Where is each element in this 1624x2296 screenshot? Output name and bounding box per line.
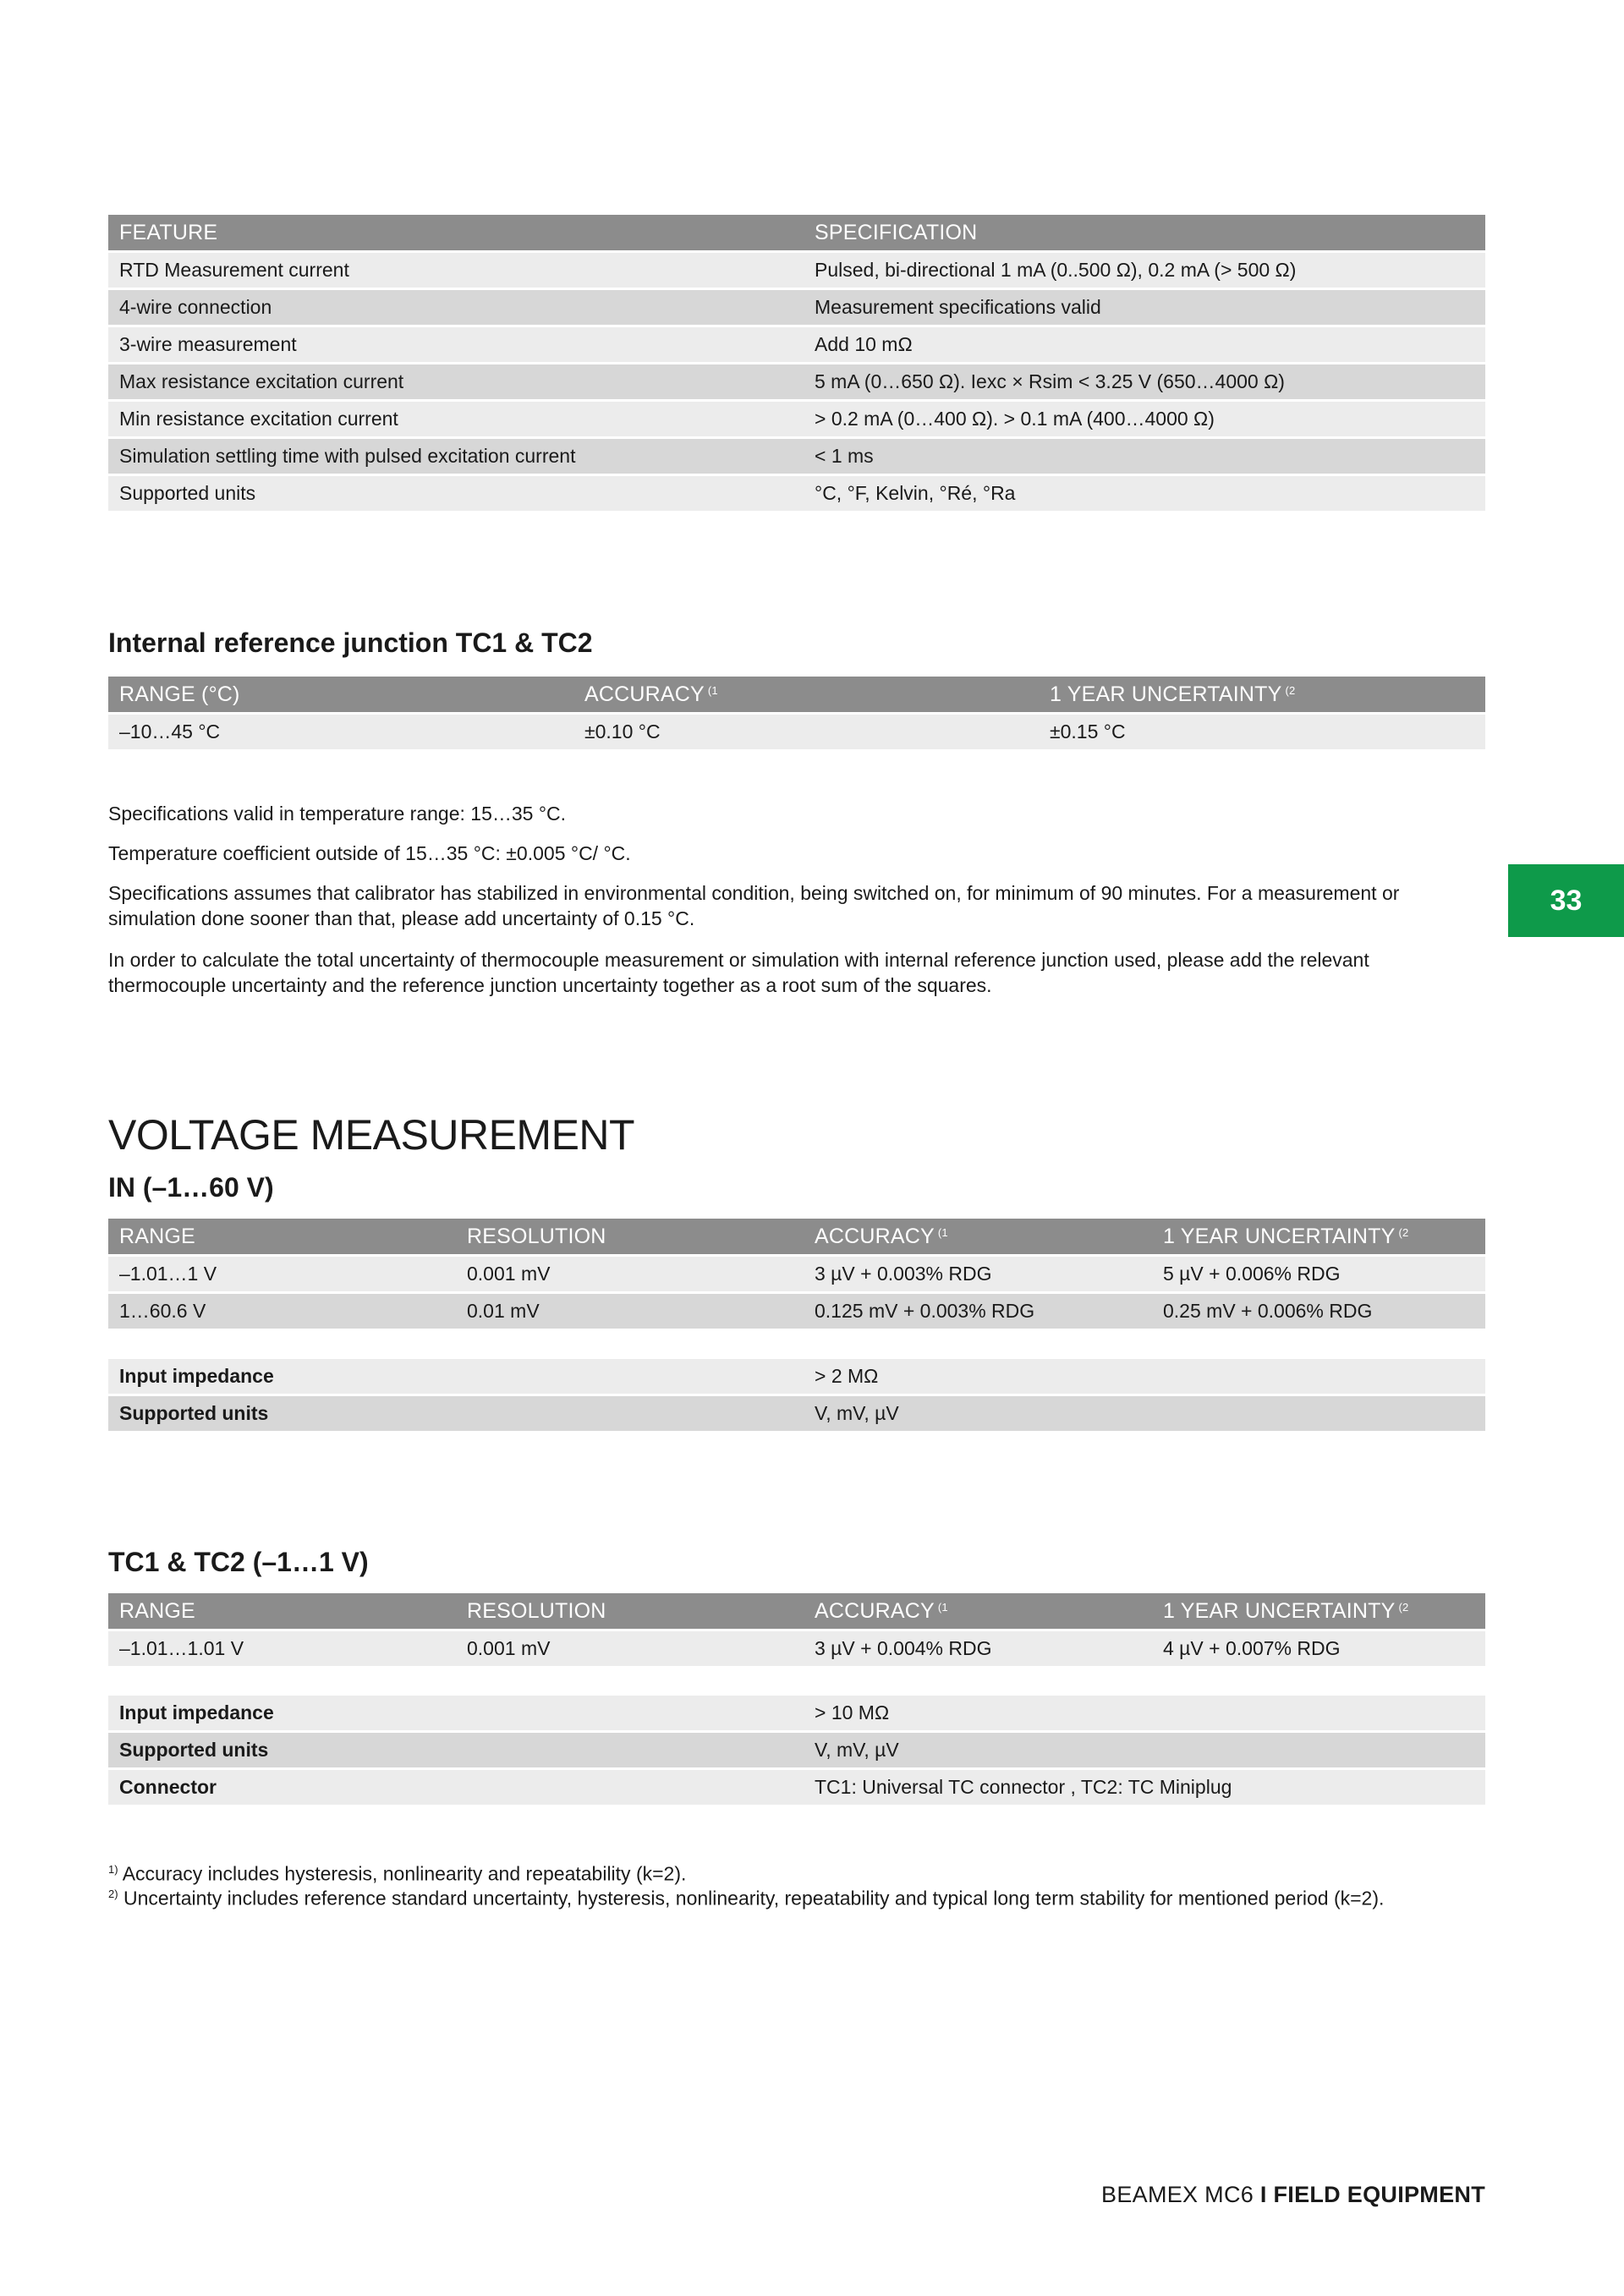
table-cell: 0.01 mV [456,1294,804,1331]
property-value: V, mV, µV [804,1396,1485,1433]
table-cell: ±0.15 °C [1039,715,1485,752]
table-cell: Simulation settling time with pulsed excitation current [108,439,804,476]
table-row [108,327,1485,364]
property-label: Input impedance [108,1359,804,1396]
voltage-tc-props-table [108,1696,1485,1807]
table-cell: 0.001 mV [456,1257,804,1294]
table-cell: –10…45 °C [108,715,573,752]
column-header-feature: FEATURE [108,215,804,253]
table-cell: Max resistance excitation current [108,364,804,402]
table-cell: 1…60.6 V [108,1294,456,1331]
table-cell: 3 µV + 0.003% RDG [804,1257,1152,1294]
page-number-tab: 33 [1508,864,1624,937]
voltage-in-range-table [108,1219,1485,1331]
voltage-section-title: VOLTAGE MEASUREMENT [108,1111,635,1159]
table-row [108,1396,1485,1433]
note-temperature-range: Specifications valid in temperature range: 15…35 °C. [108,803,567,825]
note-stabilization: Specifications assumes that calibrator has stabilized in environmental condition, being switched on, for minimum of 90 minutes. For a measurement or simulation done sooner than that, please add uncertainty of 0.15 °C. [108,882,1400,929]
column-header-specification: SPECIFICATION [804,215,1485,253]
table-row [108,715,1485,752]
page-footer [1101,2182,1485,2208]
property-label: Supported units [108,1396,804,1433]
rtd-spec-table [108,215,1485,513]
column-header-uncertainty: 1 YEAR UNCERTAINTY $^{(2}$ [1152,1219,1485,1257]
column-header-accuracy: ACCURACY $^{(1}$ [804,1219,1152,1257]
table-row [108,364,1485,402]
footnote-mark: 2) [108,1888,118,1900]
table-row [108,1770,1485,1807]
table-cell: Supported units [108,476,804,513]
table-cell: 4 µV + 0.007% RDG [1152,1631,1485,1669]
column-header-range: RANGE (°C) [108,677,573,715]
note-total-uncertainty: In order to calculate the total uncertainty of thermocouple measurement or simulation with internal reference junction used, please add the relevant thermocouple uncertainty and the reference junction uncertainty together as a root sum of the squares. [108,949,1369,996]
footer-separator: I [1254,2182,1274,2207]
property-value: > 10 MΩ [804,1696,1485,1733]
table-cell: Min resistance excitation current [108,402,804,439]
table-cell: –1.01…1 V [108,1257,456,1294]
table-row [108,1294,1485,1331]
property-label: Input impedance [108,1696,804,1733]
table-row [108,439,1485,476]
column-header-uncertainty: 1 YEAR UNCERTAINTY $^{(2}$ [1152,1593,1485,1631]
table-row [108,1257,1485,1294]
footnote-mark: (2 [1398,1600,1409,1614]
table-cell: 5 µV + 0.006% RDG [1152,1257,1485,1294]
table-cell: 0.001 mV [456,1631,804,1669]
property-label: Supported units [108,1733,804,1770]
property-value: V, mV, µV [804,1733,1485,1770]
internal-ref-table [108,677,1485,752]
table-cell: RTD Measurement current [108,253,804,290]
footnote-mark: (2 [1285,683,1296,697]
table-cell: ±0.10 °C [573,715,1039,752]
property-value: > 2 MΩ [804,1359,1485,1396]
footnote-mark: (1 [937,1225,948,1239]
property-value: TC1: Universal TC connector , TC2: TC Miniplug [804,1770,1485,1807]
table-cell: > 0.2 mA (0…400 Ω). > 0.1 mA (400…4000 Ω) [804,402,1485,439]
table-row [108,1359,1485,1396]
table-row [108,253,1485,290]
table-row [108,476,1485,513]
column-header-range: RANGE [108,1219,456,1257]
column-header-accuracy: ACCURACY $^{(1}$ [804,1593,1152,1631]
table-cell: 4-wire connection [108,290,804,327]
footnote-mark: 1) [108,1863,118,1876]
column-header-accuracy: ACCURACY $^{(1}$ [573,677,1039,715]
table-row [108,290,1485,327]
voltage-in-props-table [108,1359,1485,1433]
footnote-uncertainty [108,1882,1504,1911]
table-cell: Add 10 mΩ [804,327,1485,364]
table-cell: 0.125 mV + 0.003% RDG [804,1294,1152,1331]
internal-ref-title: Internal reference junction TC1 & TC2 [108,627,593,658]
table-cell: 3-wire measurement [108,327,804,364]
footnote-mark: (2 [1398,1225,1409,1239]
footnote-mark: (1 [707,683,718,697]
column-header-uncertainty: 1 YEAR UNCERTAINTY $^{(2}$ [1039,677,1485,715]
table-cell: 0.25 mV + 0.006% RDG [1152,1294,1485,1331]
note-temperature-coefficient: Temperature coefficient outside of 15…35 °C: ±0.005 °C/ °C. [108,842,631,864]
footnote-mark: (1 [937,1600,948,1614]
table-row [108,402,1485,439]
footnote-text: Uncertainty includes reference standard uncertainty, hysteresis, nonlinearity, repeatability and typical long term stability for mentioned period (k=2). [123,1887,1385,1910]
footer-section: FIELD EQUIPMENT [1273,2182,1485,2207]
table-cell: °C, °F, Kelvin, °Ré, °Ra [804,476,1485,513]
table-cell: –1.01…1.01 V [108,1631,456,1669]
voltage-tc-range-table [108,1593,1485,1669]
table-row [108,1696,1485,1733]
table-row [108,1631,1485,1669]
table-cell: 3 µV + 0.004% RDG [804,1631,1152,1669]
column-header-resolution: RESOLUTION [456,1219,804,1257]
footnote-text: Accuracy includes hysteresis, nonlinearity and repeatability (k=2). [122,1862,687,1885]
table-cell: 5 mA (0…650 Ω). Iexc × Rsim < 3.25 V (650…4000 Ω) [804,364,1485,402]
table-row [108,1733,1485,1770]
table-cell: < 1 ms [804,439,1485,476]
voltage-tc-title: TC1 & TC2 (–1…1 V) [108,1547,369,1577]
table-cell: Pulsed, bi-directional 1 mA (0..500 Ω), 0.2 mA (> 500 Ω) [804,253,1485,290]
column-header-range: RANGE [108,1593,456,1631]
column-header-resolution: RESOLUTION [456,1593,804,1631]
table-cell: Measurement specifications valid [804,290,1485,327]
footer-brand: BEAMEX MC6 [1101,2182,1254,2207]
voltage-in-title: IN (–1…60 V) [108,1172,274,1203]
property-label: Connector [108,1770,804,1807]
